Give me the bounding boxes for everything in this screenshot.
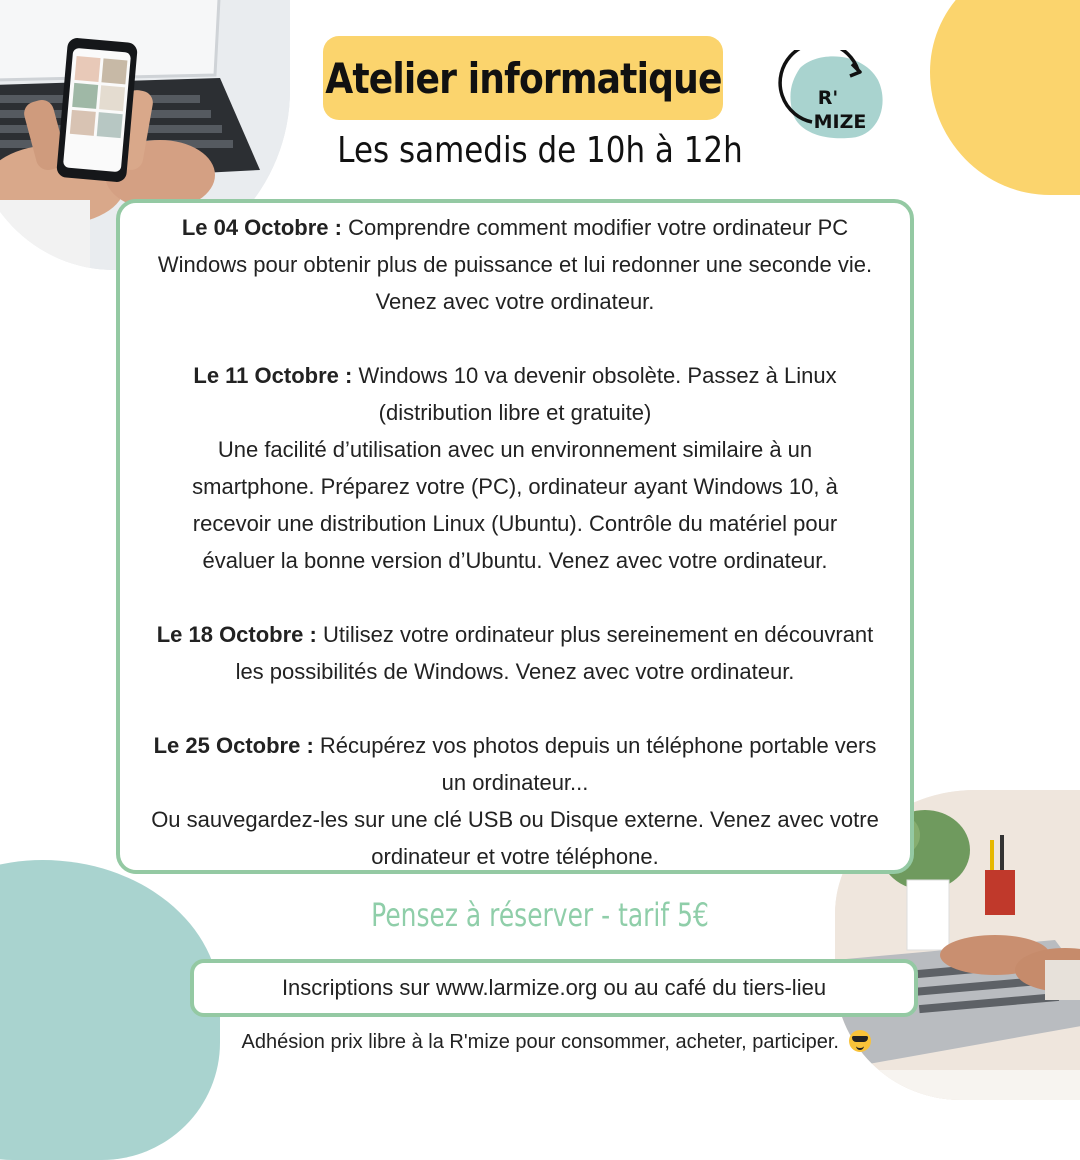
logo-line2: MIZE xyxy=(813,111,867,133)
session-description: les possibilités de Windows. Venez avec votre ordinateur. xyxy=(235,659,795,684)
session-description: recevoir une distribution Linux (Ubuntu). Contrôle du matériel pour xyxy=(192,511,838,536)
session-date: Le 11 Octobre : xyxy=(193,363,353,388)
session-description: Venez avec votre ordinateur. xyxy=(375,289,655,314)
session-item xyxy=(120,616,910,690)
session-item xyxy=(120,357,910,579)
session-description: Une facilité d’utilisation avec un environnement similaire à un xyxy=(217,437,813,462)
reservation-notice: Pensez à réserver - tarif 5€ xyxy=(371,896,709,934)
rmize-logo-mark xyxy=(778,50,888,142)
session-date: Le 25 Octobre : xyxy=(153,733,314,758)
session-description: Utilisez votre ordinateur plus sereinement en découvrant xyxy=(322,622,874,647)
session-item xyxy=(120,727,910,875)
session-date: Le 18 Octobre : xyxy=(156,622,317,647)
session-description: Windows pour obtenir plus de puissance et lui redonner une seconde vie. xyxy=(157,252,873,277)
page-title: Atelier informatique xyxy=(324,53,722,103)
sunglasses-emoji-icon xyxy=(849,1030,871,1052)
session-description: Windows 10 va devenir obsolète. Passez à Linux xyxy=(358,363,837,388)
title-banner xyxy=(323,36,723,120)
session-date: Le 04 Octobre : xyxy=(181,215,342,240)
session-description: Récupérez vos photos depuis un téléphone portable vers xyxy=(319,733,877,758)
session-description: ordinateur et votre téléphone. xyxy=(371,844,659,869)
session-item xyxy=(120,209,910,320)
session-description: évaluer la bonne version d’Ubuntu. Venez avec votre ordinateur. xyxy=(202,548,828,573)
signup-box xyxy=(190,959,918,1017)
rmize-logo xyxy=(778,50,888,142)
signup-text: Inscriptions sur www.larmize.org ou au café du tiers-lieu xyxy=(281,975,827,1000)
session-description: smartphone. Préparez votre (PC), ordinateur ayant Windows 10, à xyxy=(192,474,838,499)
schedule-subtitle: Les samedis de 10h à 12h xyxy=(337,130,743,171)
schedule-list xyxy=(120,209,910,875)
logo-line1: R' xyxy=(817,87,839,109)
session-description: Comprendre comment modifier votre ordinateur PC xyxy=(348,215,849,240)
session-description: un ordinateur... xyxy=(441,770,589,795)
session-description: (distribution libre et gratuite) xyxy=(378,400,652,425)
membership-notice xyxy=(0,1030,1080,1054)
membership-text: Adhésion prix libre à la R'mize pour consommer, acheter, participer. xyxy=(241,1031,839,1053)
session-description: Ou sauvegardez-les sur une clé USB ou Disque externe. Venez avec votre xyxy=(151,807,879,832)
schedule-box xyxy=(116,199,914,874)
